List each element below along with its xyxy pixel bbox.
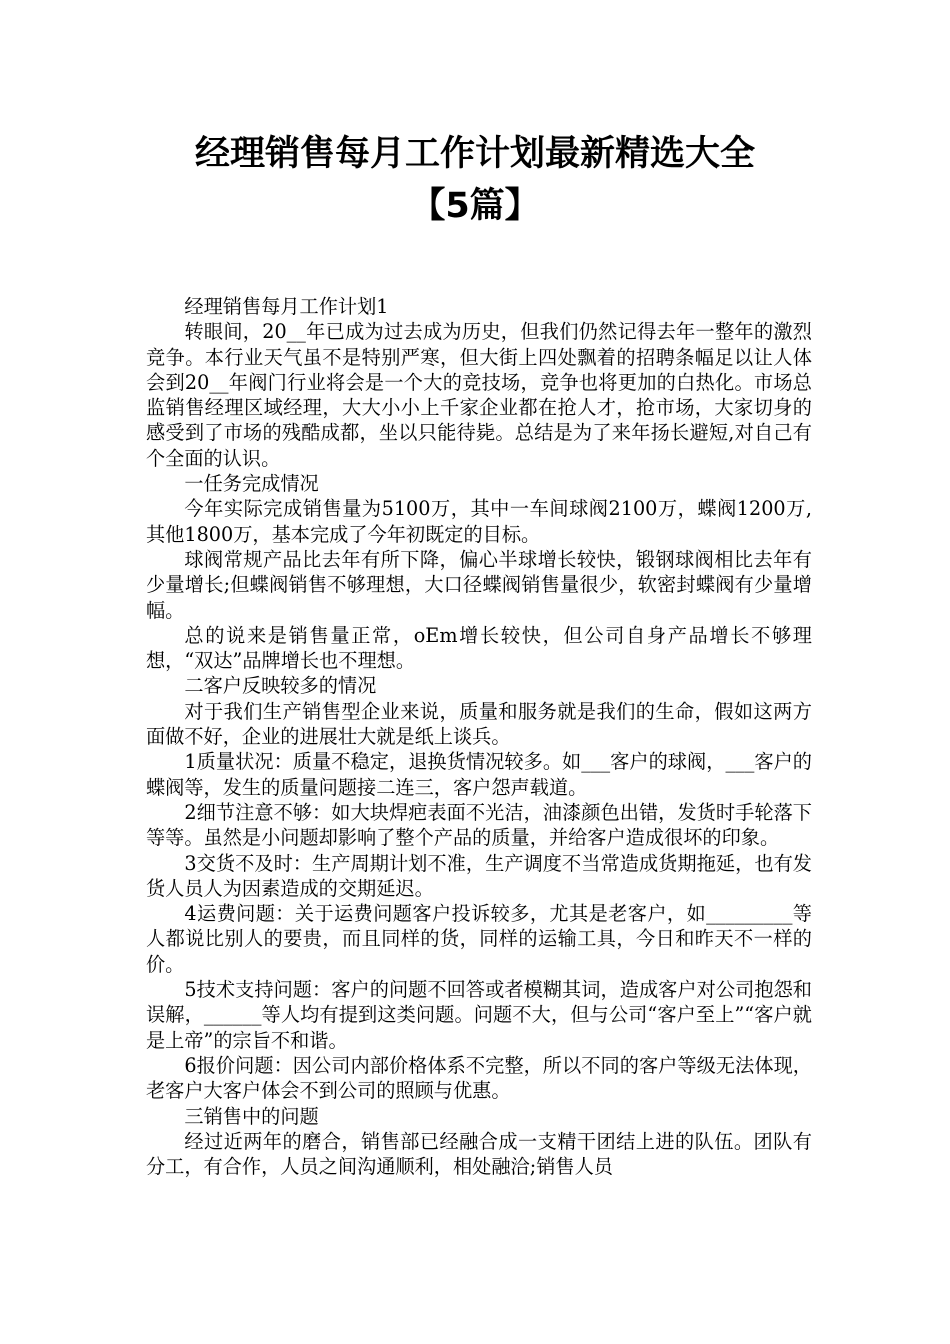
paragraph-item-6-quotation: 6报价问题：因公司内部价格体系不完整，所以不同的客户等级无法体现，老客户大客户体会不到公司的照顾与优惠。 bbox=[146, 1053, 812, 1103]
document-title-line-2: 【5篇】 bbox=[410, 186, 540, 226]
section-heading-plan-1: 经理销售每月工作计划1 bbox=[184, 295, 389, 318]
paragraph-sales-volume: 今年实际完成销售量为5100万，其中一车间球阀2100万，蝶阀1200万,其他1800万，基本完成了今年初既定的目标。 bbox=[146, 497, 812, 546]
document-body bbox=[146, 294, 812, 1179]
paragraph-ball-valve: 球阀常规产品比去年有所下降，偏心半球增长较快，锻钢球阀相比去年有少量增长;但蝶阀销售不够理想，大口径蝶阀销售量很少，软密封蝶阀有少量增幅。 bbox=[146, 547, 812, 622]
paragraph-item-2-details: 2细节注意不够：如大块焊疤表面不光洁，油漆颜色出错，发货时手轮落下等等。虽然是小问题却影响了整个产品的质量，并给客户造成很坏的印象。 bbox=[146, 800, 812, 850]
section-heading-task-completion: 一任务完成情况 bbox=[184, 472, 319, 496]
paragraph-intro: 转眼间，20__年已成为过去成为历史，但我们仍然记得去年一整年的激烈竞争。本行业天气虽不是特别严寒，但大街上四处飘着的招聘条幅足以让人体会到20__年阀门行业将会是一个大的竞技场，竞争也将更加的白热化。市场总监销售经理区域经理，大大小小上千家企业都在抢人才，抢市场，大家切身的感受到了市场的残酷成都，坐以只能待毙。总结是为了来年扬长避短,对自己有个全面的认识。 bbox=[146, 320, 812, 470]
paragraph-item-1-quality: 1质量状况：质量不稳定，退换货情况较多。如___客户的球阀，___客户的蝶阀等，发生的质量问题接二连三，客户怨声载道。 bbox=[146, 750, 812, 799]
paragraph-team: 经过近两年的磨合，销售部已经融合成一支精干团结上进的队伍。团队有分工，有合作，人员之间沟通顺利，相处融洽;销售人员 bbox=[146, 1129, 812, 1179]
document-title-line-1: 经理销售每月工作计划最新精选大全 bbox=[194, 134, 755, 174]
paragraph-quality-service: 对于我们生产销售型企业来说，质量和服务就是我们的生命，假如这两方面做不好，企业的进展壮大就是纸上谈兵。 bbox=[146, 699, 812, 749]
section-heading-customer-feedback: 二客户反映较多的情况 bbox=[184, 674, 377, 698]
paragraph-item-4-freight: 4运费问题：关于运费问题客户投诉较多，尤其是老客户，如_________等人都说比别人的要贵，而且同样的货，同样的运输工具，今日和昨天不一样的价。 bbox=[146, 902, 812, 976]
section-heading-sales-problems: 三销售中的问题 bbox=[184, 1104, 319, 1128]
paragraph-overall: 总的说来是销售量正常，oEm增长较快，但公司自身产品增长不够理想，“双达”品牌增长也不理想。 bbox=[146, 623, 812, 673]
paragraph-item-5-tech-support: 5技术支持问题：客户的问题不回答或者模糊其词，造成客户对公司抱怨和误解，______等人均有提到这类问题。问题不大，但与公司“客户至上”“客户就是上帝”的宗旨不和谐。 bbox=[146, 978, 812, 1052]
paragraph-item-3-delivery: 3交货不及时：生产周期计划不准，生产调度不当常造成货期拖延，也有发货人员人为因素造成的交期延迟。 bbox=[146, 851, 812, 900]
